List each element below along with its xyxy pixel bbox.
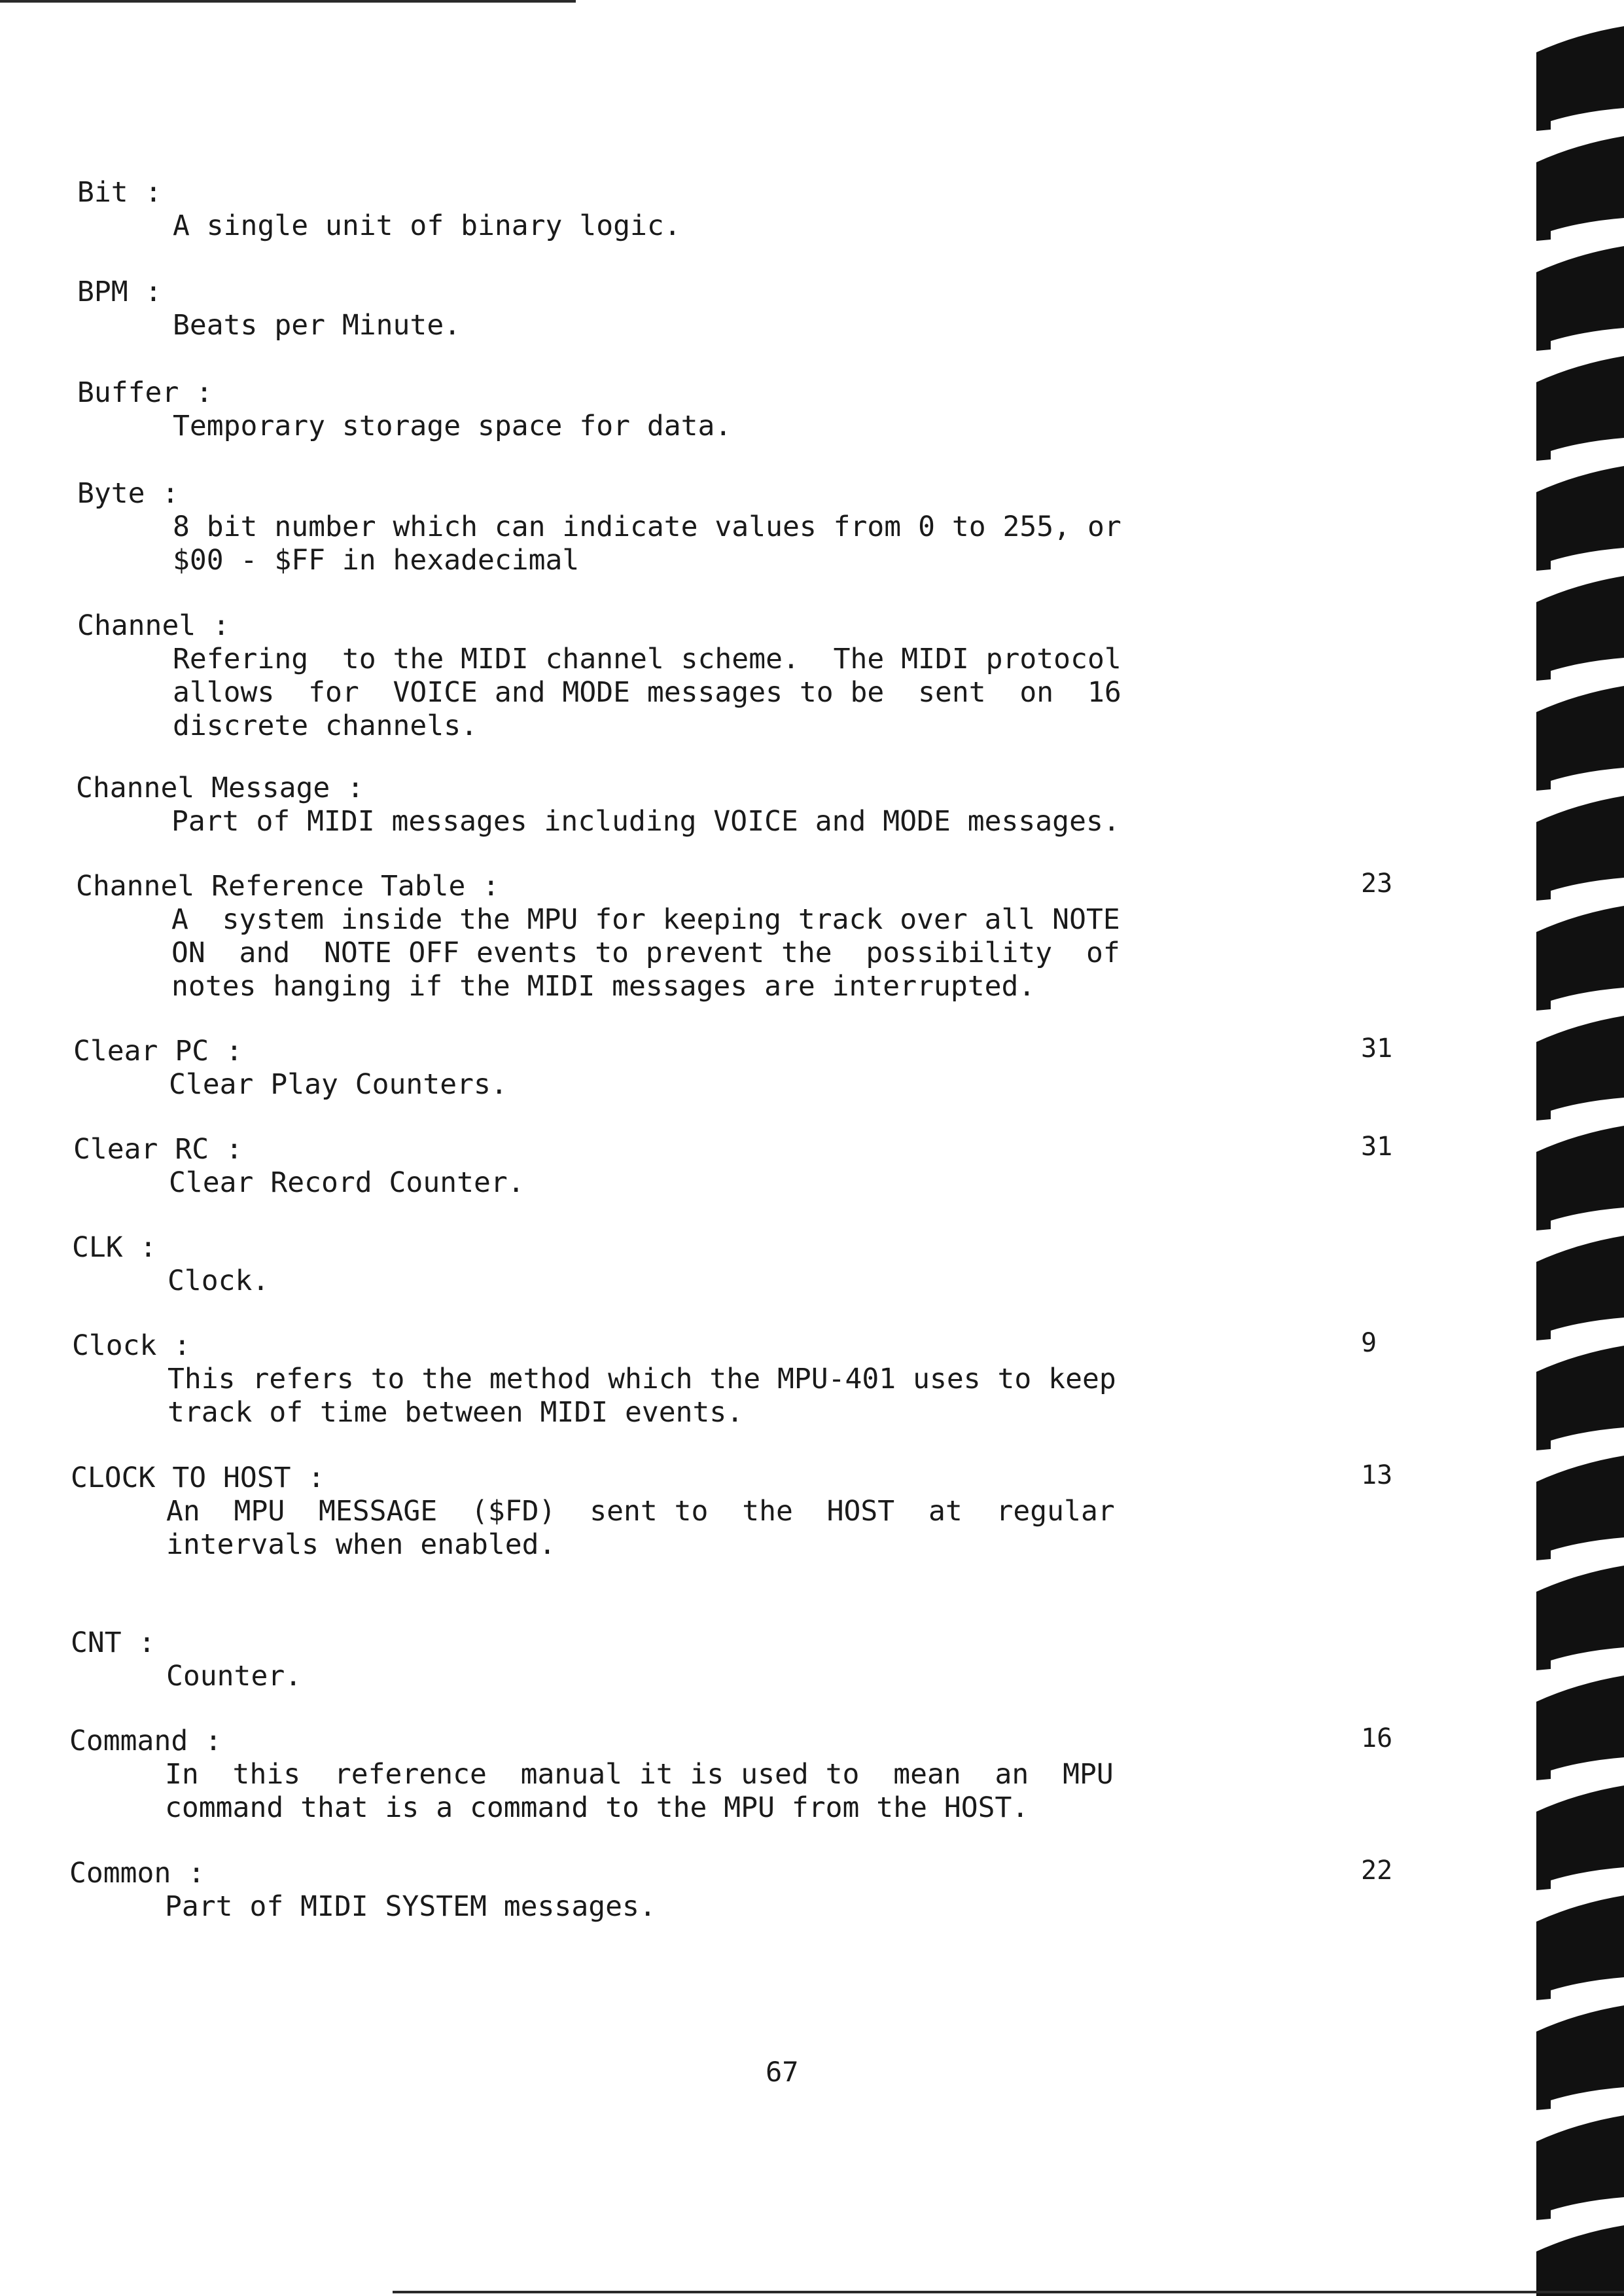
page-reference: 16 [1361, 1723, 1393, 1753]
binding-punch [1536, 466, 1624, 571]
glossary-definition-line: notes hanging if the MIDI messages are interrupted. [171, 970, 1036, 1003]
glossary-definition-line: command that is a command to the MPU from the HOST. [165, 1791, 1029, 1824]
binding-punch [1536, 2225, 1624, 2296]
bottom-edge-rule [393, 2291, 1624, 2293]
binding-punch [1536, 1566, 1624, 1670]
glossary-term: Buffer : [77, 376, 213, 409]
glossary-term: Clear RC : [73, 1133, 243, 1166]
binding-punch [1536, 356, 1624, 461]
spiral-binding [1525, 0, 1624, 2296]
glossary-definition-line: $00 - $FF in hexadecimal [173, 544, 580, 577]
glossary-definition-line: ON and NOTE OFF events to prevent the possibility of [171, 937, 1120, 969]
binding-punch [1536, 1346, 1624, 1450]
binding-punch [1536, 906, 1624, 1011]
glossary-definition-line: This refers to the method which the MPU-401 uses to keep [168, 1363, 1116, 1395]
glossary-definition-line: Refering to the MIDI channel scheme. The MIDI protocol [173, 643, 1121, 675]
glossary-definition-line: A single unit of binary logic. [173, 209, 681, 242]
binding-punch [1536, 1236, 1624, 1340]
binding-punch [1536, 1456, 1624, 1560]
binding-punch [1536, 2115, 1624, 2220]
page-reference: 23 [1361, 869, 1393, 899]
page-reference: 31 [1361, 1033, 1393, 1064]
binding-punch [1536, 796, 1624, 901]
binding-punch [1536, 1676, 1624, 1780]
glossary-term: CLK : [72, 1231, 157, 1264]
glossary-definition-line: Clock. [168, 1265, 270, 1297]
glossary-definition-line: Part of MIDI SYSTEM messages. [165, 1890, 656, 1923]
glossary-term: Clock : [72, 1329, 191, 1362]
page-reference: 9 [1361, 1328, 1377, 1358]
glossary-term: CNT : [71, 1626, 156, 1659]
glossary-term: Channel Message : [76, 772, 364, 804]
glossary-definition-line: A system inside the MPU for keeping track over all NOTE [171, 903, 1120, 936]
binding-punch [1536, 1126, 1624, 1230]
page-number: 67 [766, 2056, 799, 2088]
glossary-term: BPM : [77, 276, 162, 308]
glossary-term: CLOCK TO HOST : [71, 1462, 325, 1494]
glossary-definition-line: Clear Play Counters. [169, 1068, 508, 1101]
binding-punch [1536, 576, 1624, 681]
glossary-term: Byte : [77, 477, 179, 510]
page-reference: 13 [1361, 1460, 1393, 1490]
binding-punch [1536, 136, 1624, 241]
glossary-definition-line: track of time between MIDI events. [168, 1396, 744, 1429]
binding-punch [1536, 1785, 1624, 1890]
glossary-term: Common : [69, 1857, 205, 1890]
binding-punch [1536, 686, 1624, 791]
glossary-definition-line: intervals when enabled. [166, 1528, 556, 1561]
binding-punch [1536, 1016, 1624, 1121]
glossary-definition-line: Counter. [166, 1660, 302, 1693]
glossary-term: Clear PC : [73, 1035, 243, 1067]
glossary-definition-line: Part of MIDI messages including VOICE and MODE messages. [171, 805, 1120, 838]
binding-punch [1536, 1895, 1624, 2000]
glossary-term: Channel Reference Table : [76, 870, 500, 903]
glossary-definition-line: Beats per Minute. [173, 309, 461, 342]
binding-punch [1536, 26, 1624, 131]
glossary-definition-line: 8 bit number which can indicate values from 0 to 255, or [173, 511, 1121, 543]
glossary-definition-line: Temporary storage space for data. [173, 410, 732, 442]
glossary-definition-line: allows for VOICE and MODE messages to be sent on 16 [173, 676, 1121, 709]
glossary-term: Command : [69, 1725, 222, 1757]
page-reference: 31 [1361, 1132, 1393, 1162]
binding-punch [1536, 246, 1624, 351]
glossary-term: Bit : [77, 176, 162, 209]
glossary-term: Channel : [77, 609, 230, 642]
glossary-definition-line: Clear Record Counter. [169, 1166, 525, 1199]
glossary-definition-line: An MPU MESSAGE ($FD) sent to the HOST at regular [166, 1495, 1115, 1528]
page-reference: 22 [1361, 1856, 1393, 1886]
glossary-definition-line: In this reference manual it is used to mean an MPU [165, 1758, 1114, 1791]
glossary-definition-line: discrete channels. [173, 709, 478, 742]
binding-punch [1536, 2005, 1624, 2110]
